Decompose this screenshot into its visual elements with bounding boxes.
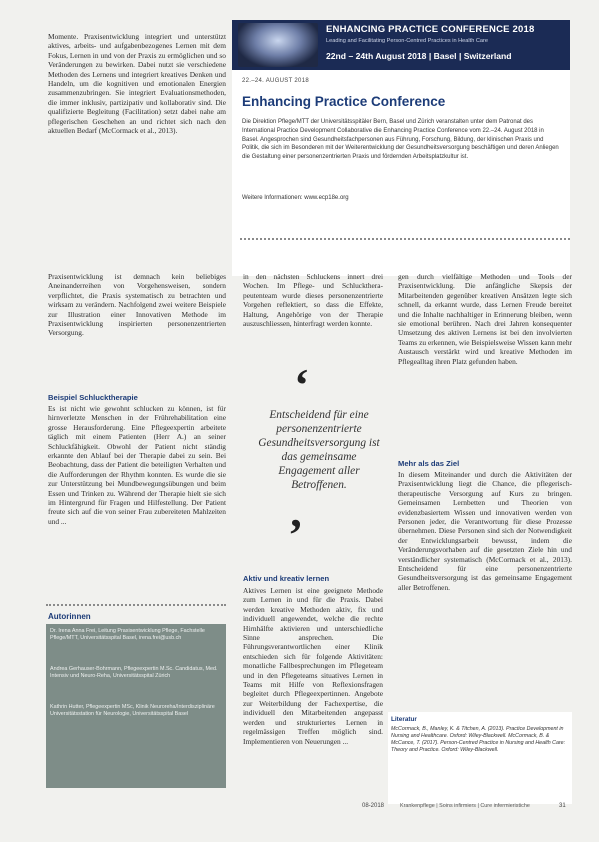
authors-title: Autorinnen — [48, 612, 91, 621]
col3-subhead: Mehr als das Ziel — [398, 459, 460, 468]
footer-issue: 08-2018 — [362, 803, 385, 809]
column-3b — [398, 470, 572, 640]
ad-heading: Enhancing Practice Conference — [242, 94, 446, 109]
page-number: 31 — [559, 803, 566, 809]
literature-text: McCormack, B., Manley, K. & Titchen, A. (2013). Practice Development in Nursing and Healthcare. Oxford: Wiley-Blackwell. McCormack, B. & McCance, T. (2017). Person-Centred Practice in Nursing and Health Care: Theory and Practice. Oxford: Wiley-Blackwell. — [391, 726, 566, 753]
ad-body: Die Direktion Pflege/MTT der Universitätsspitäler Bern, Basel und Zürich veranstalten unter dem Patronat des International Practice Development Collaborative die Enhancing Practice Conference vom 22.–24. August 2018 in Basel. Angesprochen sind Gesundheitsfachpersonen aus Führung, Forschung, Bildung, der klinischen Praxis und Politik, die sich im Besonderen mit der Weiterentwicklung der Gesundheitsversorgung beschäftigen und deren Anliegen die Gestaltung einer personenzentrierten Praxis und fördernden Arbeitsplatzkultur ist. — [242, 119, 559, 161]
column-1 — [48, 32, 226, 268]
column-1b — [48, 272, 226, 366]
authors-divider — [46, 604, 226, 606]
col1-paragraph-1: Momente. Praxisentwicklung integriert und unterstützt aktives, arbeits- und aufgabenbezogenes Lernen mit dem Fokus, Lernen in und von der Praxis zu ermöglichen und so Veränderungen zu bewirken. Dabei nutzt sie verschiedene Methoden des Lernens und integriert kreatives Denken und Handeln, um die kognitiven und emotionalen Energien zusammenzubringen. Sie integriert Evaluationsmethoden, die immer inklusiv, partizipativ und kollaborativ sind. Die qualifizierte Begleitung (Facilitation) setzt dabei nahe am pflegerischen Geschehen an und richtet sich nach den aktuellen Bedarf (McCormack et al., 2013). — [48, 32, 226, 136]
ad-subtitle: Leading and Facilitating Person-Centred Practices in Health Care — [326, 38, 488, 44]
open-quote-mark: ‘ — [294, 359, 310, 410]
column-2 — [243, 272, 383, 366]
col1-paragraph-3: Es ist nicht wie gewohnt schlucken zu können, ist für hirnverletzte Menschen in der Frührehabilitation eine grosse Herausforderung. Eine Pflegeexpertin arbeitete täglich mit einem Patienten (Herr A.) an seiner Schluckfähigkeit. Obwohl der Patient nicht ständig erkannte den Ablauf bei der Therapie dabei zu sein. Bei Beobachtung, dass der Patient die beteiligten Verhalten und die Aufforderungen der Rhythm konnten. Es wurde die sie zur Unterstützung bei Mundbewegungsübungen und beim Essen und Trinken zu. Während der Therapie hielt sie sich im Hintergrund für Fragen und Hilfestellung. Der Patient freute sich auf die von seiner Frau zubereiteten Mahlzeiten und ... — [48, 404, 226, 526]
col2-paragraph-2: Aktives Lernen ist eine geeignete Methode zum Lernen in und für die Praxis. Dabei werden kreative Methoden aktiv, fix und individuell angewendet, welche die rechte Hirnhälfte aktivieren und unterschiedliche Sinne ansprechen. Die Führungsverantwortlichen einer Klinik entschieden sich für folgende Aktivitäten: monatliche Fallbesprechungen im Pflegeteam und in den Pflegeteams situatives Lernen in Teams mit Hilfe von Reflexionsfragen begleitet durch Pflegeexpertinnen. Angebote zur Weiterbildung der Fachexpertise, die individuell den Mitarbeitenden angepasst werden und strukturiertes Lernen in regelmässigen Treffen möglich sind. Implementieren von Neuerungen ... — [243, 586, 383, 746]
column-2b — [243, 586, 383, 792]
close-quote-mark: ’ — [288, 509, 304, 560]
literature-title: Literatur — [391, 716, 417, 723]
author-entry-3: Kathrin Hutter, Pflegeexpertin MSc, Klinik Neuroreha/Interdisziplinäre Universitätsstation für Neurologie, Universitätsspital Basel — [50, 704, 215, 717]
ad-divider — [240, 238, 570, 240]
ad-title: ENHANCING PRACTICE CONFERENCE 2018 — [326, 24, 535, 35]
col2-paragraph-1: in den nächsten Schluckens innert drei Wochen. Im Pflege- und Schluckthera- peutenteam wurde dieses personenzentrierte Vorgehen reflektiert, so dass die Effekte, Haltung, Angehörige von der Therapie auszuschliessen, hinterfragt werden konnte. — [243, 272, 383, 329]
col3-paragraph-1: gen durch vielfältige Methoden und Tools der Praxisentwicklung. Die anfängliche Skepsis der Mitarbeitenden gegenüber kreativen Ansätzen legte sich schnell, da erkannt wurde, dass Lernen Freude bereitet und die Inhalte nachhaltiger in Erinnerung bleiben, wenn sie emotional berühren. Nach drei Jahren konsequenter Umsetzung des aktiven Lernens ist bei den involvierten Teams zu erkennen, wie Beispielsweise Wissen kann mehr Austausch verstärkt wird und kreative Methoden im Pflegealltag ihren Platz gefunden haben. — [398, 272, 572, 366]
ad-link[interactable]: Weitere Informationen: www.ecp18e.org — [242, 195, 349, 201]
col3-paragraph-2: In diesem Miteinander und durch die Aktivitäten der Praxisentwicklung liegt die Chance, die pflegerisch-therapeutische Versorgung auf Kurs zu bringen. Gemeinsamen Lernbetten und Theorien von evidenzbasiertem Wissen und innovativen werden von Personen jeder, die Verantwortung für diese Prozesse übernehmen. Diese Personen sind sich der Notwendigkeit der Entwicklungsarbeit bewusst, indem die Veränderungsvorhaben auf die gesetzten Ziele hin und verständlicher systematisch (McCormack et al., 2013). Entscheidend für eine personenzentrierte Gesundheitsversorgung ist das gemeinsame Engagement aller Betroffenen. — [398, 470, 572, 592]
author-entry-1: Dr. Irena Anna Frei, Leitung Praxisentwicklung Pflege, Fachstelle Pflege/MTT, Universitätsspital Basel, irena.frei@usb.ch — [50, 628, 205, 641]
conference-photo — [238, 23, 318, 67]
column-3 — [398, 272, 572, 450]
col1-paragraph-2: Praxisentwicklung ist demnach kein beliebiges Aneinanderreihen von Vorgehensweisen, sondern verpflichtet, die Praxis systematisch zu betrachten und wirksam zu verändern. Nachfolgend zwei weitere Beispiele zur Illustration einer Innovativen Methode im Praxisentwicklung inspirierten personenzentrierten Versorgung. — [48, 272, 226, 338]
pull-quote: Entscheidend für eine personenzentrierte Gesundheitsversorgung ist das gemeinsame Engagement aller Betroffenen. — [258, 409, 380, 491]
literature-box — [388, 712, 572, 804]
ad-dates: 22nd – 24th August 2018 | Basel | Switzerland — [326, 51, 512, 61]
col1-subhead: Beispiel Schlucktherapie — [48, 393, 138, 402]
author-entry-2: Andrea Gerhauser-Bohrmann, Pflegeexpertin M.Sc. Candidatus, Med. Intensiv und Neuro-Reha, Universitätsspital Zürich — [50, 666, 218, 679]
ad-date-tag: 22.–24. AUGUST 2018 — [242, 78, 309, 84]
ad-banner — [232, 20, 570, 70]
authors-box — [46, 624, 226, 788]
footer-journal: Krankenpflege | Soins infirmiers | Cure infermieristiche — [400, 803, 530, 809]
column-1c — [48, 404, 226, 602]
col2-subhead: Aktiv und kreativ lernen — [243, 574, 330, 583]
